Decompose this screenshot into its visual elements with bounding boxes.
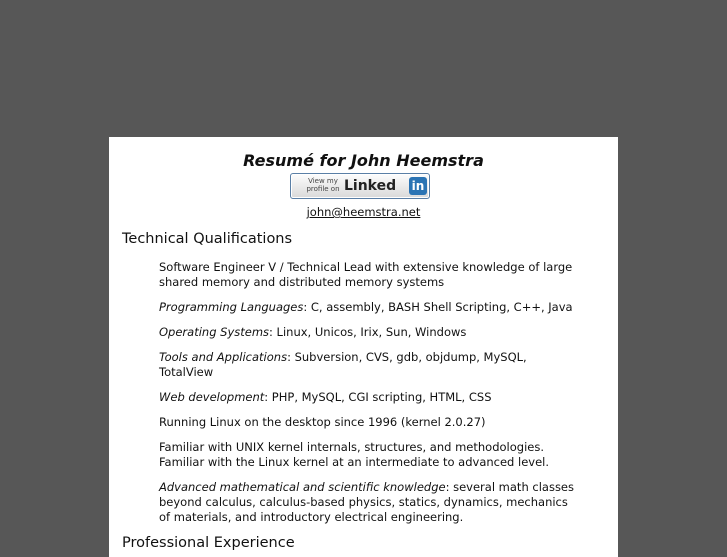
page-title: Resumé for John Heemstra bbox=[243, 151, 484, 170]
linkedin-badge-caption: View my profile on bbox=[306, 177, 340, 193]
section-heading-professional: Professional Experience bbox=[122, 535, 295, 551]
qualification-item-tools: Tools and Applications: Subversion, CVS, gdb, objdump, MySQL, TotalView bbox=[159, 350, 527, 379]
qualification-item-os: Operating Systems: Linux, Unicos, Irix, Sun, Windows bbox=[159, 325, 467, 339]
linkedin-profile-button[interactable] bbox=[290, 173, 430, 199]
qualification-item-web: Web development: PHP, MySQL, CGI scripting, HTML, CSS bbox=[159, 390, 492, 404]
email-link[interactable]: john@heemstra.net bbox=[306, 205, 421, 219]
qualification-item-summary: Software Engineer V / Technical Lead with extensive knowledge of large shared memory and distributed memory systems bbox=[159, 260, 573, 289]
linkedin-wordmark: Linked bbox=[344, 178, 397, 194]
qualification-item-kernel: Familiar with UNIX kernel internals, structures, and methodologies. Familiar with the Linux kernel at an intermediate to advanced level. bbox=[159, 440, 550, 469]
qualification-item-languages: Programming Languages: C, assembly, BASH Shell Scripting, C++, Java bbox=[159, 300, 573, 314]
linkedin-in-icon: in bbox=[409, 177, 427, 195]
resume-page bbox=[109, 137, 618, 557]
qualification-item-math: Advanced mathematical and scientific knowledge: several math classes beyond calculus, calculus-based physics, statics, dynamics, mechanics of materials, and introductory electrical engineering. bbox=[159, 480, 574, 524]
email-line bbox=[109, 205, 618, 219]
section-heading-technical: Technical Qualifications bbox=[122, 231, 293, 247]
qualifications-list bbox=[159, 260, 579, 535]
qualification-item-linux: Running Linux on the desktop since 1996 (kernel 2.0.27) bbox=[159, 415, 486, 429]
